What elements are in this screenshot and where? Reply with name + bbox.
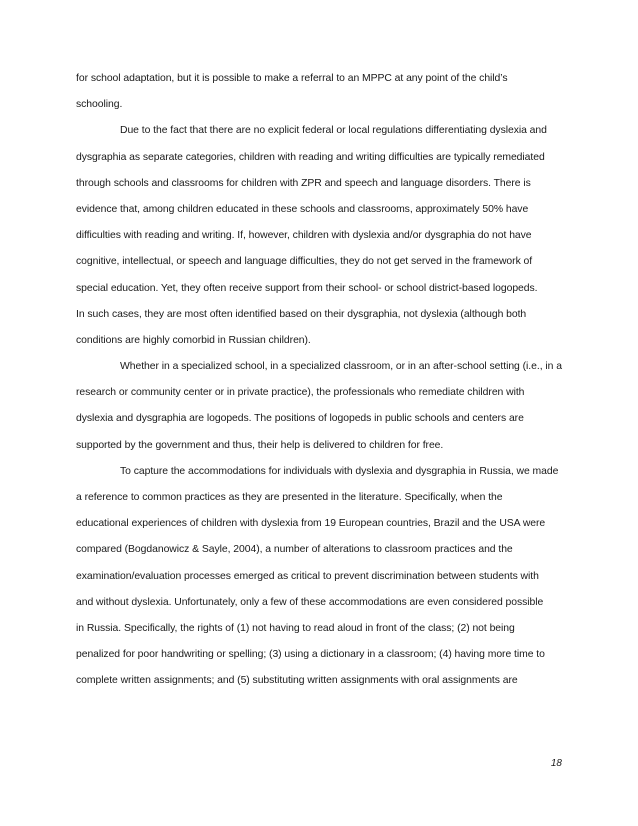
text-line: schooling. <box>76 99 123 111</box>
text-line: through schools and classrooms for children with ZPR and speech and language disorders. There is <box>76 177 531 189</box>
text-line: a reference to common practices as they are presented in the literature. Specifically, when the <box>76 492 503 503</box>
text-line: cognitive, intellectual, or speech and language difficulties, they do not get served in the framework of <box>76 256 533 268</box>
text-line: difficulties with reading and writing. If, however, children with dyslexia and/or dysgraphia do not have <box>76 230 532 242</box>
text-line: complete written assignments; and (5) substituting written assignments with oral assignments are <box>76 675 518 687</box>
text-line: educational experiences of children with dyslexia from 19 European countries, Brazil and the USA were <box>76 518 546 530</box>
text-line: supported by the government and thus, their help is delivered to children for free. <box>76 439 444 451</box>
text-line: research or community center or in private practice), the professionals who remediate children with <box>76 387 525 399</box>
page-number: 18 <box>550 758 562 769</box>
text-line: special education. Yet, they often receive support from their school- or school district-based logopeds. <box>76 282 538 294</box>
text-line: examination/evaluation processes emerged as critical to prevent discrimination between students with <box>76 570 539 582</box>
text-line: In such cases, they are most often identified based on their dysgraphia, not dyslexia (although both <box>76 308 527 320</box>
text-line: for school adaptation, but it is possible to make a referral to an MPPC at any point of the child’s <box>76 73 508 84</box>
text-line: compared (Bogdanowicz & Sayle, 2004), a number of alterations to classroom practices and the <box>76 544 513 556</box>
text-line: and without dyslexia. Unfortunately, only a few of these accommodations are even considered possible <box>76 596 544 608</box>
text-line: dysgraphia as separate categories, children with reading and writing difficulties are typically remediated <box>76 151 545 163</box>
text-line: To capture the accommodations for individuals with dyslexia and dysgraphia in Russia, we made <box>120 465 559 477</box>
body-text <box>76 66 566 695</box>
text-line: penalized for poor handwriting or spelling; (3) using a dictionary in a classroom; (4) having more time to <box>76 649 545 661</box>
text-line: conditions are highly comorbid in Russian children). <box>76 334 311 346</box>
text-line: dyslexia and dysgraphia are logopeds. The positions of logopeds in public schools and centers are <box>76 413 524 425</box>
text-line: in Russia. Specifically, the rights of (1) not having to read aloud in front of the class; (2) not being <box>76 622 515 634</box>
text-line: evidence that, among children educated in these schools and classrooms, approximately 50% have <box>76 203 529 215</box>
text-line: Whether in a specialized school, in a specialized classroom, or in an after-school setting (i.e., in a <box>120 361 562 373</box>
text-line: Due to the fact that there are no explicit federal or local regulations differentiating dyslexia and <box>120 125 547 137</box>
